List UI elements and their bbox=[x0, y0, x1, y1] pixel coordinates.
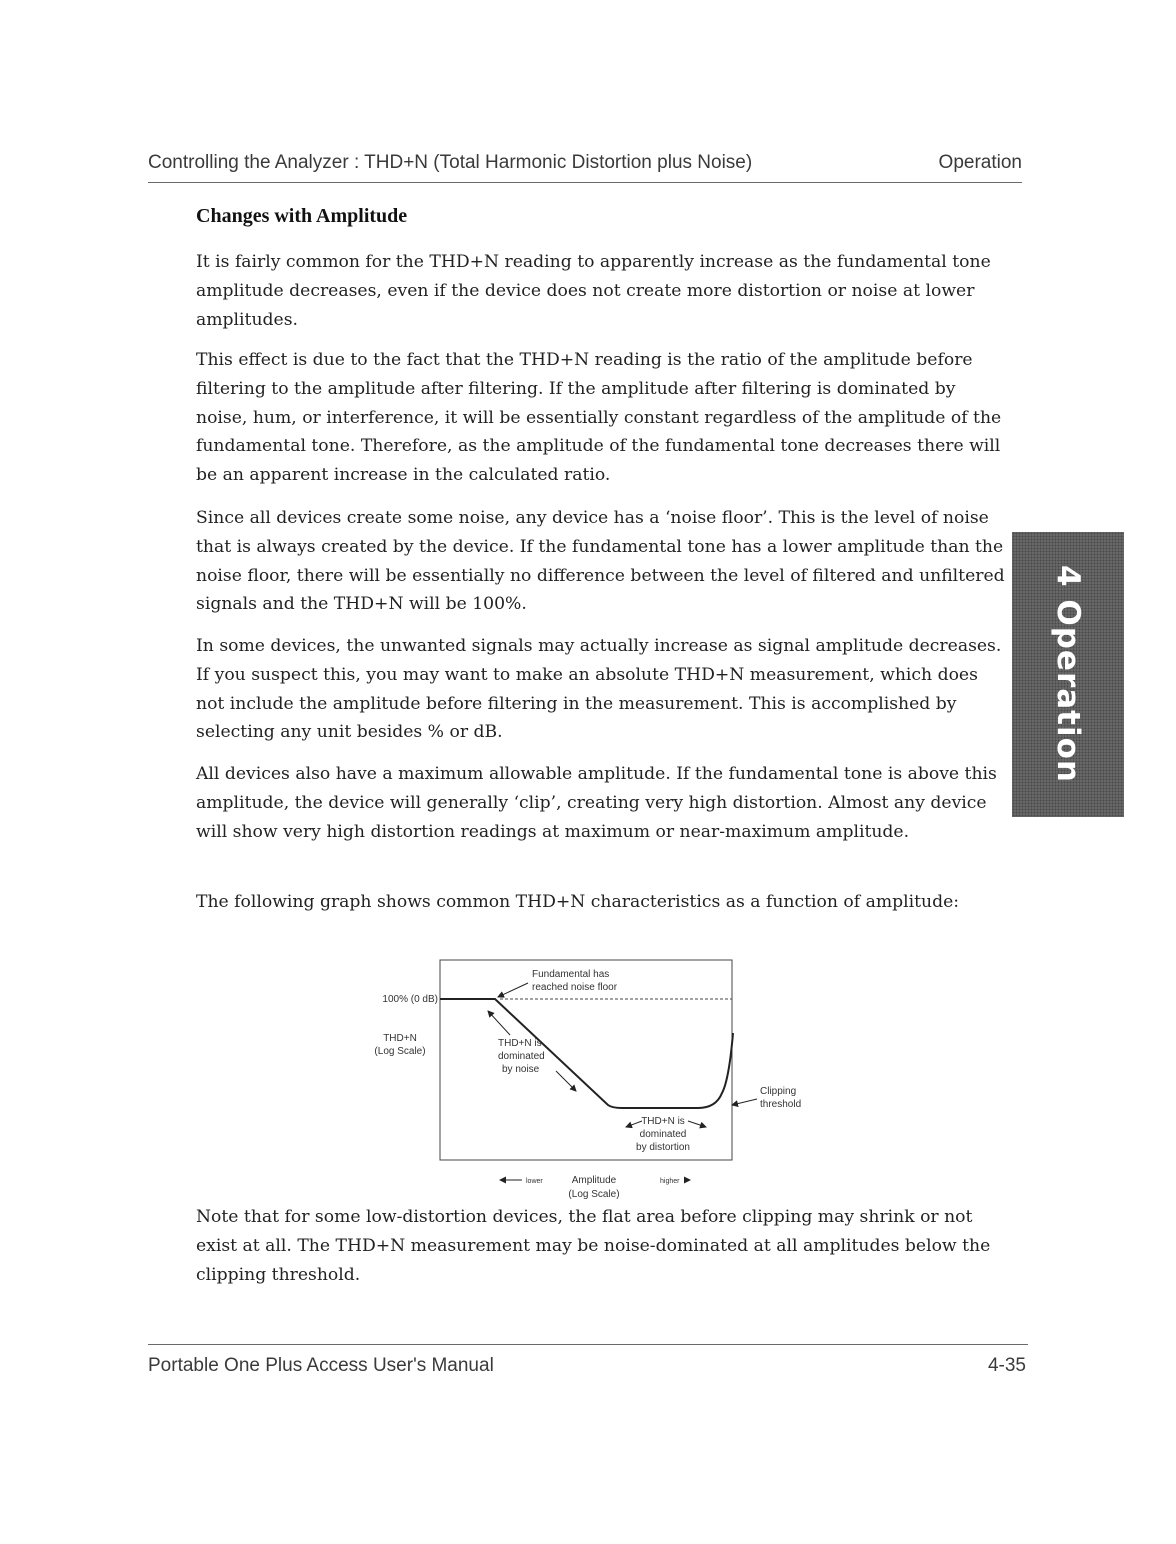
paragraph-4: In some devices, the unwanted signals may actually increase as signal amplitude decreases. If you suspect this, you may want to make an absolute THD+N measurement, which does not include the amplitude before filtering in the measurement. This is accomplished by selecting any unit besides % or dB. bbox=[196, 636, 1002, 743]
y-label-line2: (Log Scale) bbox=[374, 1046, 426, 1057]
thdn-curve bbox=[440, 999, 733, 1108]
clipping-arrow bbox=[732, 1099, 757, 1105]
x-higher-label: higher bbox=[660, 1178, 680, 1185]
noise-dominated-line2: dominated bbox=[498, 1051, 545, 1062]
clipping-line2: threshold bbox=[760, 1099, 802, 1110]
section-title: Changes with Amplitude bbox=[196, 205, 408, 227]
clipping-line1: Clipping bbox=[760, 1086, 797, 1097]
x-lower-label: lower bbox=[526, 1178, 543, 1185]
noise-dominated-arrow-up bbox=[488, 1011, 510, 1035]
distortion-arrow-right bbox=[688, 1121, 706, 1127]
footer-page-number: 4-35 bbox=[987, 1355, 1026, 1376]
x-axis-label: Amplitude bbox=[571, 1175, 617, 1186]
noise-dominated-line1: THD+N is bbox=[498, 1038, 542, 1049]
thdn-amplitude-diagram bbox=[360, 955, 820, 1203]
x-axis-scale-label: (Log Scale) bbox=[568, 1189, 620, 1200]
paragraph-3: Since all devices create some noise, any device has a ‘noise floor’. This is the level of noise that is always created by the device. If the fundamental tone has a lower amplitude than the noise floor, there will be essentially no difference between the level of filtered and unfiltered signals and the THD+N will be 100%. bbox=[196, 508, 1005, 615]
paragraph-7: Note that for some low-distortion devices, the flat area before clipping may shrink or not exist at all. The THD+N measurement may be noise-dominated at all amplitudes below the clipping threshold. bbox=[196, 1207, 991, 1285]
noise-floor-note-line1: Fundamental has bbox=[532, 969, 610, 980]
running-header-title: Controlling the Analyzer : THD+N (Total Harmonic Distortion plus Noise) bbox=[148, 152, 753, 173]
running-header bbox=[148, 152, 1022, 183]
footer-manual-title: Portable One Plus Access User's Manual bbox=[148, 1355, 494, 1376]
running-footer bbox=[148, 1344, 1028, 1381]
chapter-tab bbox=[1012, 532, 1124, 817]
paragraph-1: It is fairly common for the THD+N reading to apparently increase as the fundamental tone amplitude decreases, even if the device does not create more distortion or noise at lower amplitudes. bbox=[196, 252, 991, 330]
paragraph-6: The following graph shows common THD+N characteristics as a function of amplitude: bbox=[196, 892, 960, 912]
distortion-arrow-left bbox=[626, 1121, 642, 1127]
ref-label: 100% (0 dB) bbox=[382, 994, 438, 1005]
distortion-dominated-line1: THD+N is bbox=[641, 1116, 685, 1127]
noise-dominated-arrow-down bbox=[556, 1071, 576, 1091]
noise-floor-arrow bbox=[498, 983, 528, 997]
noise-dominated-line3: by noise bbox=[502, 1064, 540, 1075]
thdn-diagram-svg bbox=[360, 955, 820, 1203]
distortion-dominated-line2: dominated bbox=[639, 1129, 687, 1140]
running-header-section: Operation bbox=[938, 152, 1022, 173]
y-label-line1: THD+N bbox=[383, 1033, 417, 1044]
distortion-dominated-line3: by distortion bbox=[636, 1142, 690, 1153]
chapter-tab-label: 4 Operation bbox=[1050, 565, 1086, 783]
noise-floor-note-line2: reached noise floor bbox=[532, 982, 618, 993]
paragraph-5: All devices also have a maximum allowable amplitude. If the fundamental tone is above this amplitude, the device will generally ‘clip’, creating very high distortion. Almost any device will show very high distortion readings at maximum or near-maximum amplitude. bbox=[196, 764, 997, 842]
paragraph-2: This effect is due to the fact that the THD+N reading is the ratio of the amplitude before filtering to the amplitude after filtering. If the amplitude after filtering is dominated by noise, hum, or interference, it will be essentially constant regardless of the amplitude of the fundamental tone. Therefore, as the amplitude of the fundamental tone decreases there will be an apparent increase in the calculated ratio. bbox=[196, 350, 1002, 486]
